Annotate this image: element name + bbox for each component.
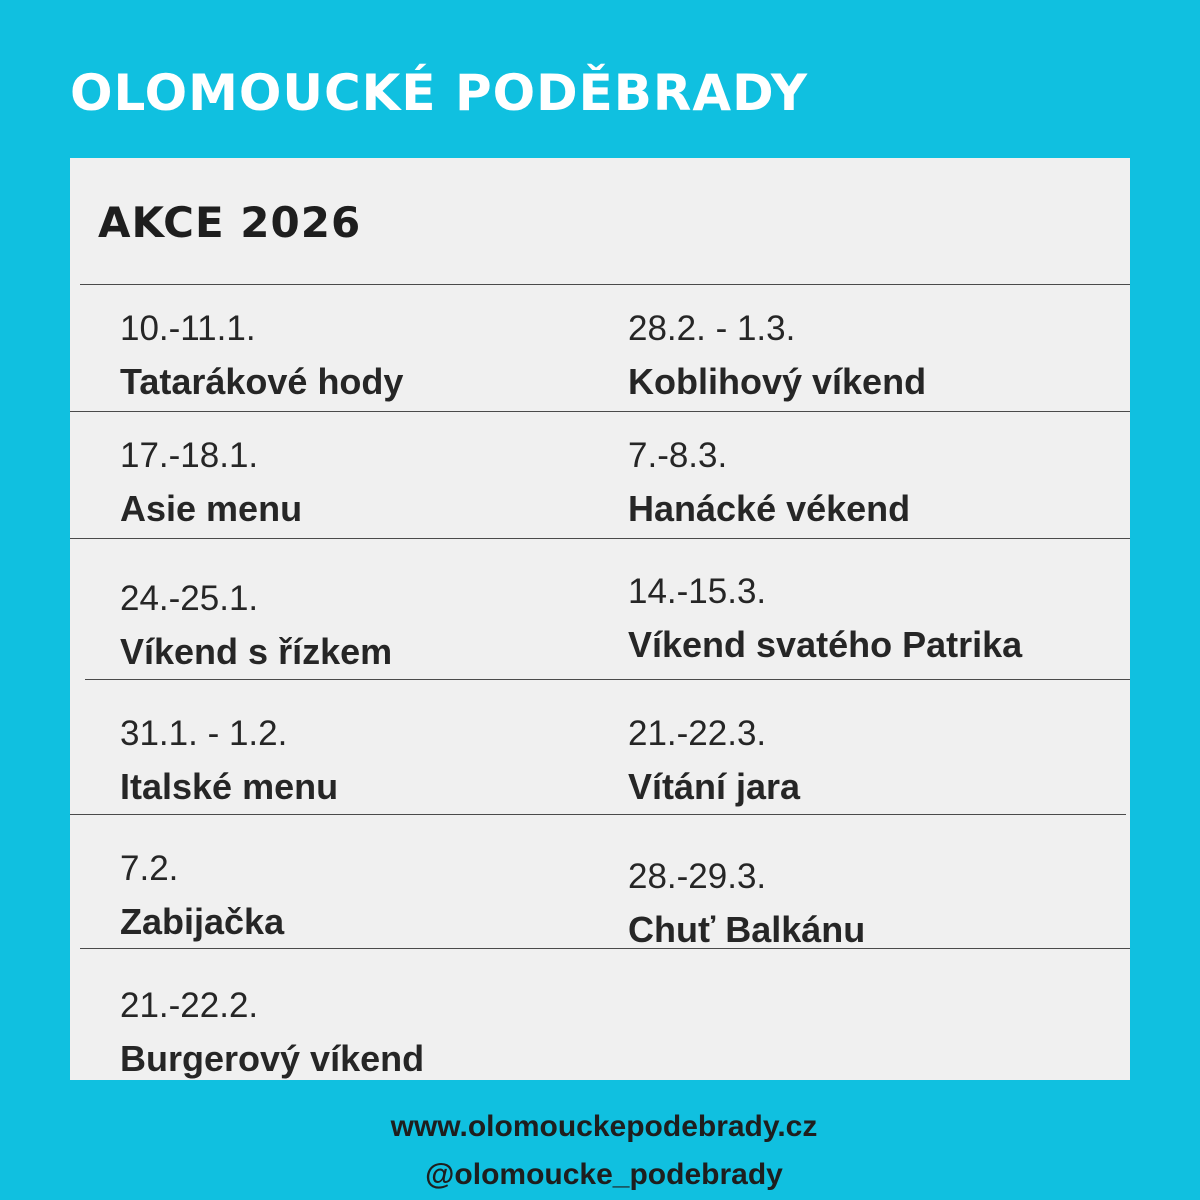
event-name: Burgerový víkend [120,1038,425,1079]
event-date: 10.-11.1. [120,309,256,348]
event-name: Vítání jara [628,766,801,807]
event-name: Zabijačka [120,901,285,942]
event-item [120,308,403,408]
event-item [120,578,392,678]
event-item [120,848,284,948]
event-date: 7.2. [120,849,179,888]
divider [80,948,1130,949]
divider [70,411,1130,412]
divider [85,679,1130,680]
event-name: Italské menu [120,766,339,807]
event-date: 14.-15.3. [628,572,767,611]
event-name: Asie menu [120,488,303,529]
event-date: 17.-18.1. [120,436,259,475]
event-date: 7.-8.3. [628,436,728,475]
page-title: OLOMOUCKÉ PODĚBRADY [70,64,809,122]
event-date: 28.2. - 1.3. [628,309,796,348]
event-item [628,571,1022,671]
event-item [120,713,338,813]
event-item [120,985,424,1080]
event-name: Hanácké vékend [628,488,911,529]
event-name: Víkend s řízkem [120,631,393,672]
event-date: 21.-22.3. [628,714,767,753]
event-date: 31.1. - 1.2. [120,714,288,753]
event-item [120,435,302,535]
event-date: 24.-25.1. [120,579,259,618]
divider [70,814,1126,815]
social-handle-link[interactable]: @olomoucke_podebrady [425,1158,783,1191]
website-link[interactable]: www.olomouckepodebrady.cz [390,1110,818,1143]
event-item [628,856,865,956]
event-date: 28.-29.3. [628,857,767,896]
event-date: 21.-22.2. [120,986,259,1025]
divider [80,284,1130,285]
event-name: Koblihový víkend [628,361,927,402]
divider [70,538,1130,539]
event-item [628,435,910,535]
event-item [628,308,926,408]
events-panel [70,158,1130,1080]
event-item [628,713,800,813]
event-name: Chuť Balkánu [628,909,866,950]
event-name: Víkend svatého Patrika [628,624,1023,665]
event-name: Tatarákové hody [120,361,404,402]
panel-title: AKCE 2026 [98,198,362,247]
